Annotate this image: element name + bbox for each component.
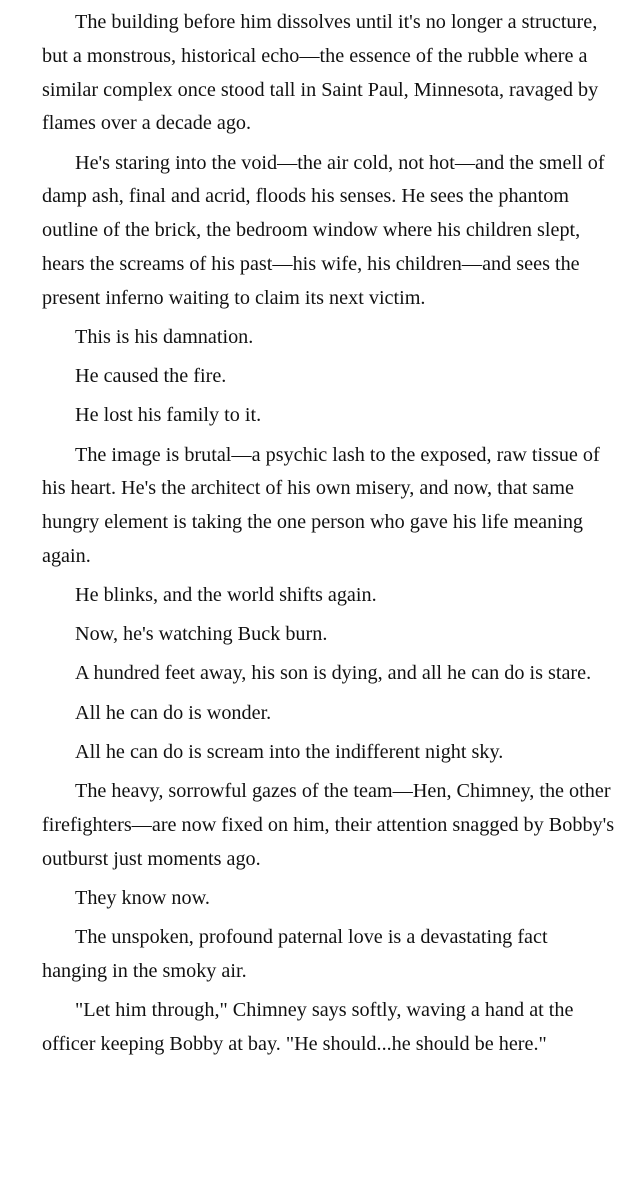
paragraph: The unspoken, profound paternal love is a devastating fact hanging in the smoky air.: [42, 926, 548, 982]
paragraph: He caused the fire.: [75, 365, 227, 388]
paragraph: Now, he's watching Buck burn.: [75, 623, 328, 646]
paragraph: All he can do is scream into the indifferent night sky.: [75, 740, 504, 763]
paragraph: The image is brutal—a psychic lash to the exposed, raw tissue of his heart. He's the architect of his own misery, and now, that same hungry element is taking the one person who gave his life meaning again.: [42, 443, 600, 567]
paragraph: All he can do is wonder.: [75, 701, 272, 724]
paragraph: He's staring into the void—the air cold, not hot—and the smell of damp ash, final and acrid, floods his senses. He sees the phantom outline of the brick, the bedroom window where his children slept, hears the screams of his past—his wife, his children—and sees the present inferno waiting to claim its next victim.: [42, 151, 605, 309]
paragraph: "Let him through," Chimney says softly, waving a hand at the officer keeping Bobby at bay. "He should...he should be here.": [42, 998, 574, 1055]
paragraph: They know now.: [75, 886, 210, 909]
paragraph: The heavy, sorrowful gazes of the team—Hen, Chimney, the other firefighters—are now fixed on him, their attention snagged by Bobby's outburst just moments ago.: [42, 780, 615, 870]
paragraph: The building before him dissolves until it's no longer a structure, but a monstrous, historical echo—the essence of the rubble where a similar complex once stood tall in Saint Paul, Minnesota, ravaged by flames over a decade ago.: [42, 11, 599, 135]
paragraph: He blinks, and the world shifts again.: [75, 584, 377, 607]
paragraph: This is his damnation.: [75, 325, 254, 348]
paragraph: A hundred feet away, his son is dying, and all he can do is stare.: [75, 662, 592, 685]
paragraph: He lost his family to it.: [75, 404, 262, 427]
